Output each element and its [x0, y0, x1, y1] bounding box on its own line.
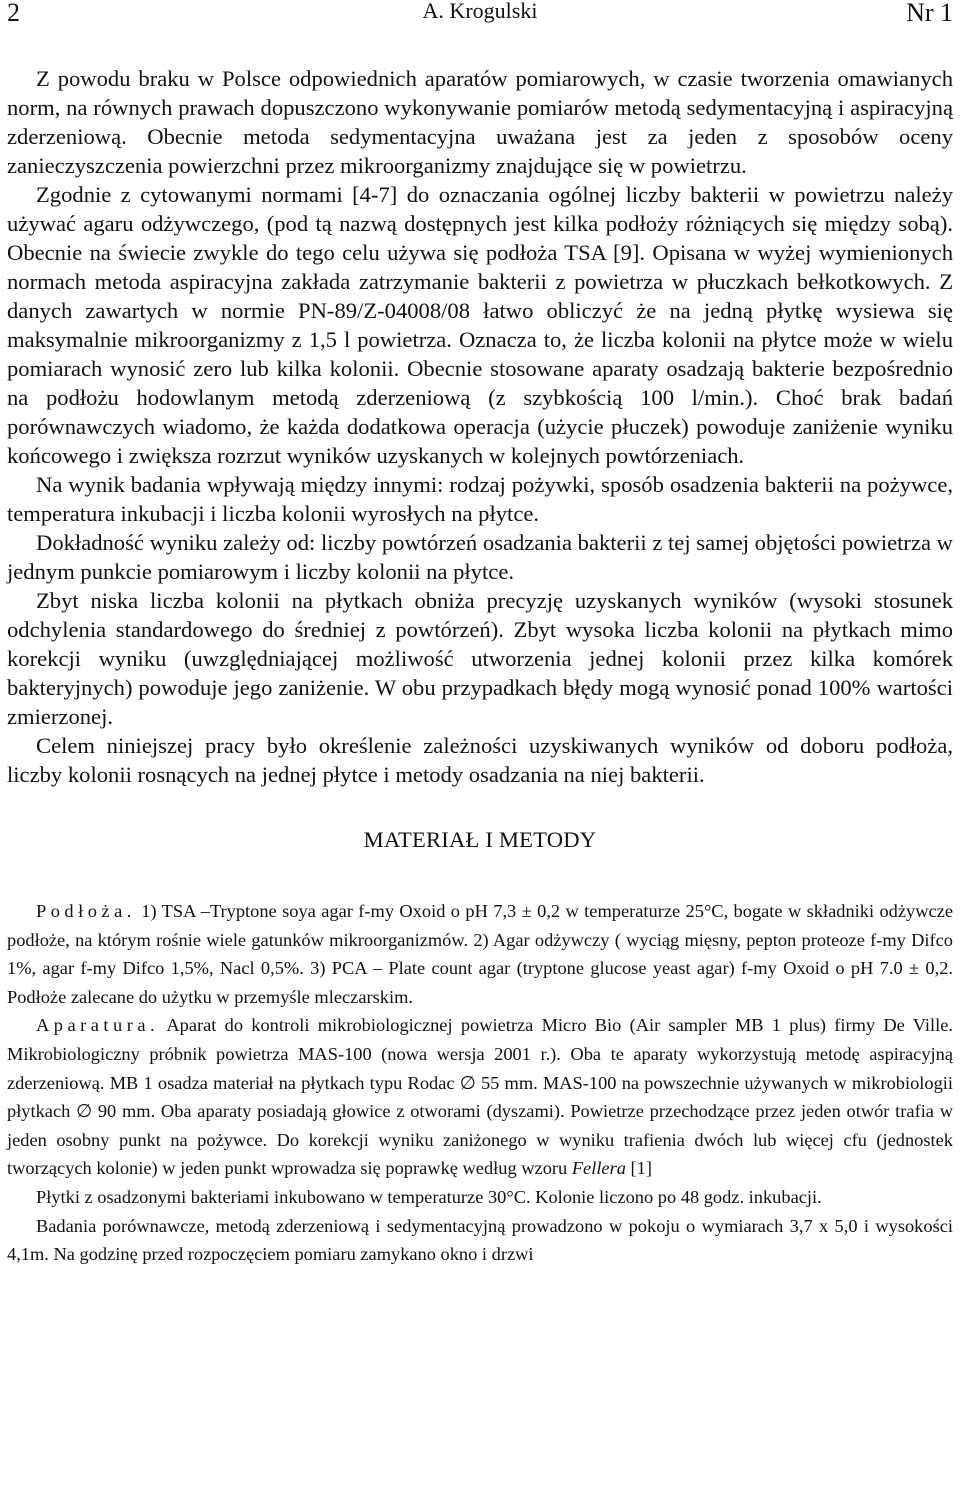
paragraph: Celem niniejszej pracy było określenie zależności uzyskiwanych wyników od doboru podłoża, liczby kolonii rosnących na jednej płytce i metody osadzania na niej bakterii. [7, 733, 953, 787]
paragraph: Z powodu braku w Polsce odpowiednich aparatów pomiarowych, w czasie tworzenia omawianych norm, na równych prawach dopuszczono wykonywanie pomiarów metodą sedymentacyjną i aspiracyjną zderzeniową. Obecnie metoda sedymentacyjna uważana jest za jeden z sposobów oceny zanieczyszczenia powierzchni przez mikroorganizmy znajdujące się w powietrzu. [7, 66, 953, 178]
page-header [7, 0, 953, 30]
paragraph: Zgodnie z cytowanymi normami [4-7] do oznaczania ogólnej liczby bakterii w powietrzu należy używać agaru odżywczego, (pod tą nazwą dostępnych jest kilka podłoży różniących się między sobą). Obecnie na świecie zwykle do tego celu używa się podłoża TSA [9]. Opisana w wyżej wymienionych normach metoda aspiracyjna zakłada zatrzymanie bakterii z powietrza w płuczkach bełkotkowych. Z danych zawartych w normie PN-89/Z-04008/08 łatwo obliczyć że na jedną płytkę wysiewa się maksymalnie mikroorganizmy z 1,5 l powietrza. Oznacza to, że liczba kolonii na płytce może w wielu pomiarach wynosić zero lub kilka kolonii. Obecnie stosowane aparaty osadzają bakterie bezpośrednio na podłożu hodowlanym metodą zderzeniową (z szybkością 100 l/min.). Choć brak badań porównawczych wiadomo, że każda dodatkowa operacja (użycie płuczek) powoduje zaniżenie wyniku końcowego i zwiększa rozrzut wyników uzyskanych w kolejnych powtórzeniach. [7, 182, 953, 468]
section-heading: MATERIAŁ I METODY [363, 827, 597, 852]
citation: [1] [625, 1158, 652, 1179]
running-author: A. Krogulski [422, 0, 538, 23]
paragraph: Dokładność wyniku zależy od: liczby powtórzeń osadzania bakterii z tej samej objętości powietrza w jednym punkcie pomiarowym i liczby kolonii na płytce. [7, 530, 953, 584]
paragraph: Zbyt niska liczba kolonii na płytkach obniża precyzję uzyskanych wyników (wysoki stosunek odchylenia standardowego do średniej z powtórzeń). Zbyt wysoka liczba kolonii na płytkach mimo korekcji wyniku (uwzględniającej możliwość utworzenia jednej kolonii przez kilka komórek bakteryjnych) powoduje jego zaniżenie. W obu przypadkach błędy mogą wynosić ponad 100% wartości zmierzonej. [7, 588, 953, 729]
paragraph-text: 1) TSA –Tryptone soya agar f-my Oxoid o pH 7,3 ± 0,2 w temperaturze 25°C, bogate w składniki odżywcze podłoże, na którym rośnie wiele gatunków mikroorganizmów. 2) Agar odżywczy ( wyciąg mięsny, pepton proteoze f-my Difco 1%, agar f-my Difco 1,5%, Nacl 0,5%. 3) PCA – Plate count agar (tryptone glucose yeast agar) f-my Oxoid o pH 7.0 ± 0,2. Podłoże zalecane do użytku w przemyśle mleczarskim. [7, 901, 953, 1007]
run-in-heading: Podłoża. [36, 901, 136, 921]
paragraph: Na wynik badania wpływają między innymi: rodzaj pożywki, sposób osadzenia bakterii na pożywce, temperatura inkubacji i liczba kolonii wyrosłych na płytce. [7, 472, 953, 526]
run-in-heading: Aparatura. [36, 1015, 160, 1036]
intro-section [7, 64, 953, 789]
paragraph-podloza [7, 897, 953, 1011]
methods-section [7, 897, 953, 1269]
paragraph-text: Aparat do kontroli mikrobiologicznej powietrza Micro Bio (Air sampler MB 1 plus) firmy De Ville. Mikrobiologiczny próbnik powietrza MAS-100 (nowa wersja 2001 r.). Oba te aparaty wykorzystują metodę aspiracyjną zderzeniową. MB 1 osadza materiał na płytkach typu Rodac ∅ 55 mm. MAS-100 na powszechnie używanych w mikrobiologii płytkach ∅ 90 mm. Oba aparaty posiadają głowice z otworami (dyszami). Powietrze przechodzące przez jeden otwór trafia w jeden osobny punkt na pożywce. Do korekcji wyniku zaniżonego w wyniku trafienia dwóch lub więcej cfu (jednostek tworzących kolonie) w jeden punkt wprowadza się poprawkę według wzoru [7, 1015, 953, 1179]
paragraph: Badania porównawcze, metodą zderzeniową i sedymentacyjną prowadzono w pokoju o wymiarach 3,7 x 5,0 i wysokości 4,1m. Na godzinę przed rozpoczęciem pomiaru zamykano okno i drzwi [7, 1215, 953, 1265]
paragraph-aparatura [7, 1011, 953, 1183]
issue-number: Nr 1 [906, 0, 953, 27]
document-page [7, 0, 953, 1269]
page-number: 2 [7, 0, 20, 27]
author-name: Fellera [571, 1158, 626, 1179]
paragraph: Płytki z osadzonymi bakteriami inkubowano w temperaturze 30°C. Kolonie liczono po 48 godz. inkubacji. [36, 1186, 822, 1207]
